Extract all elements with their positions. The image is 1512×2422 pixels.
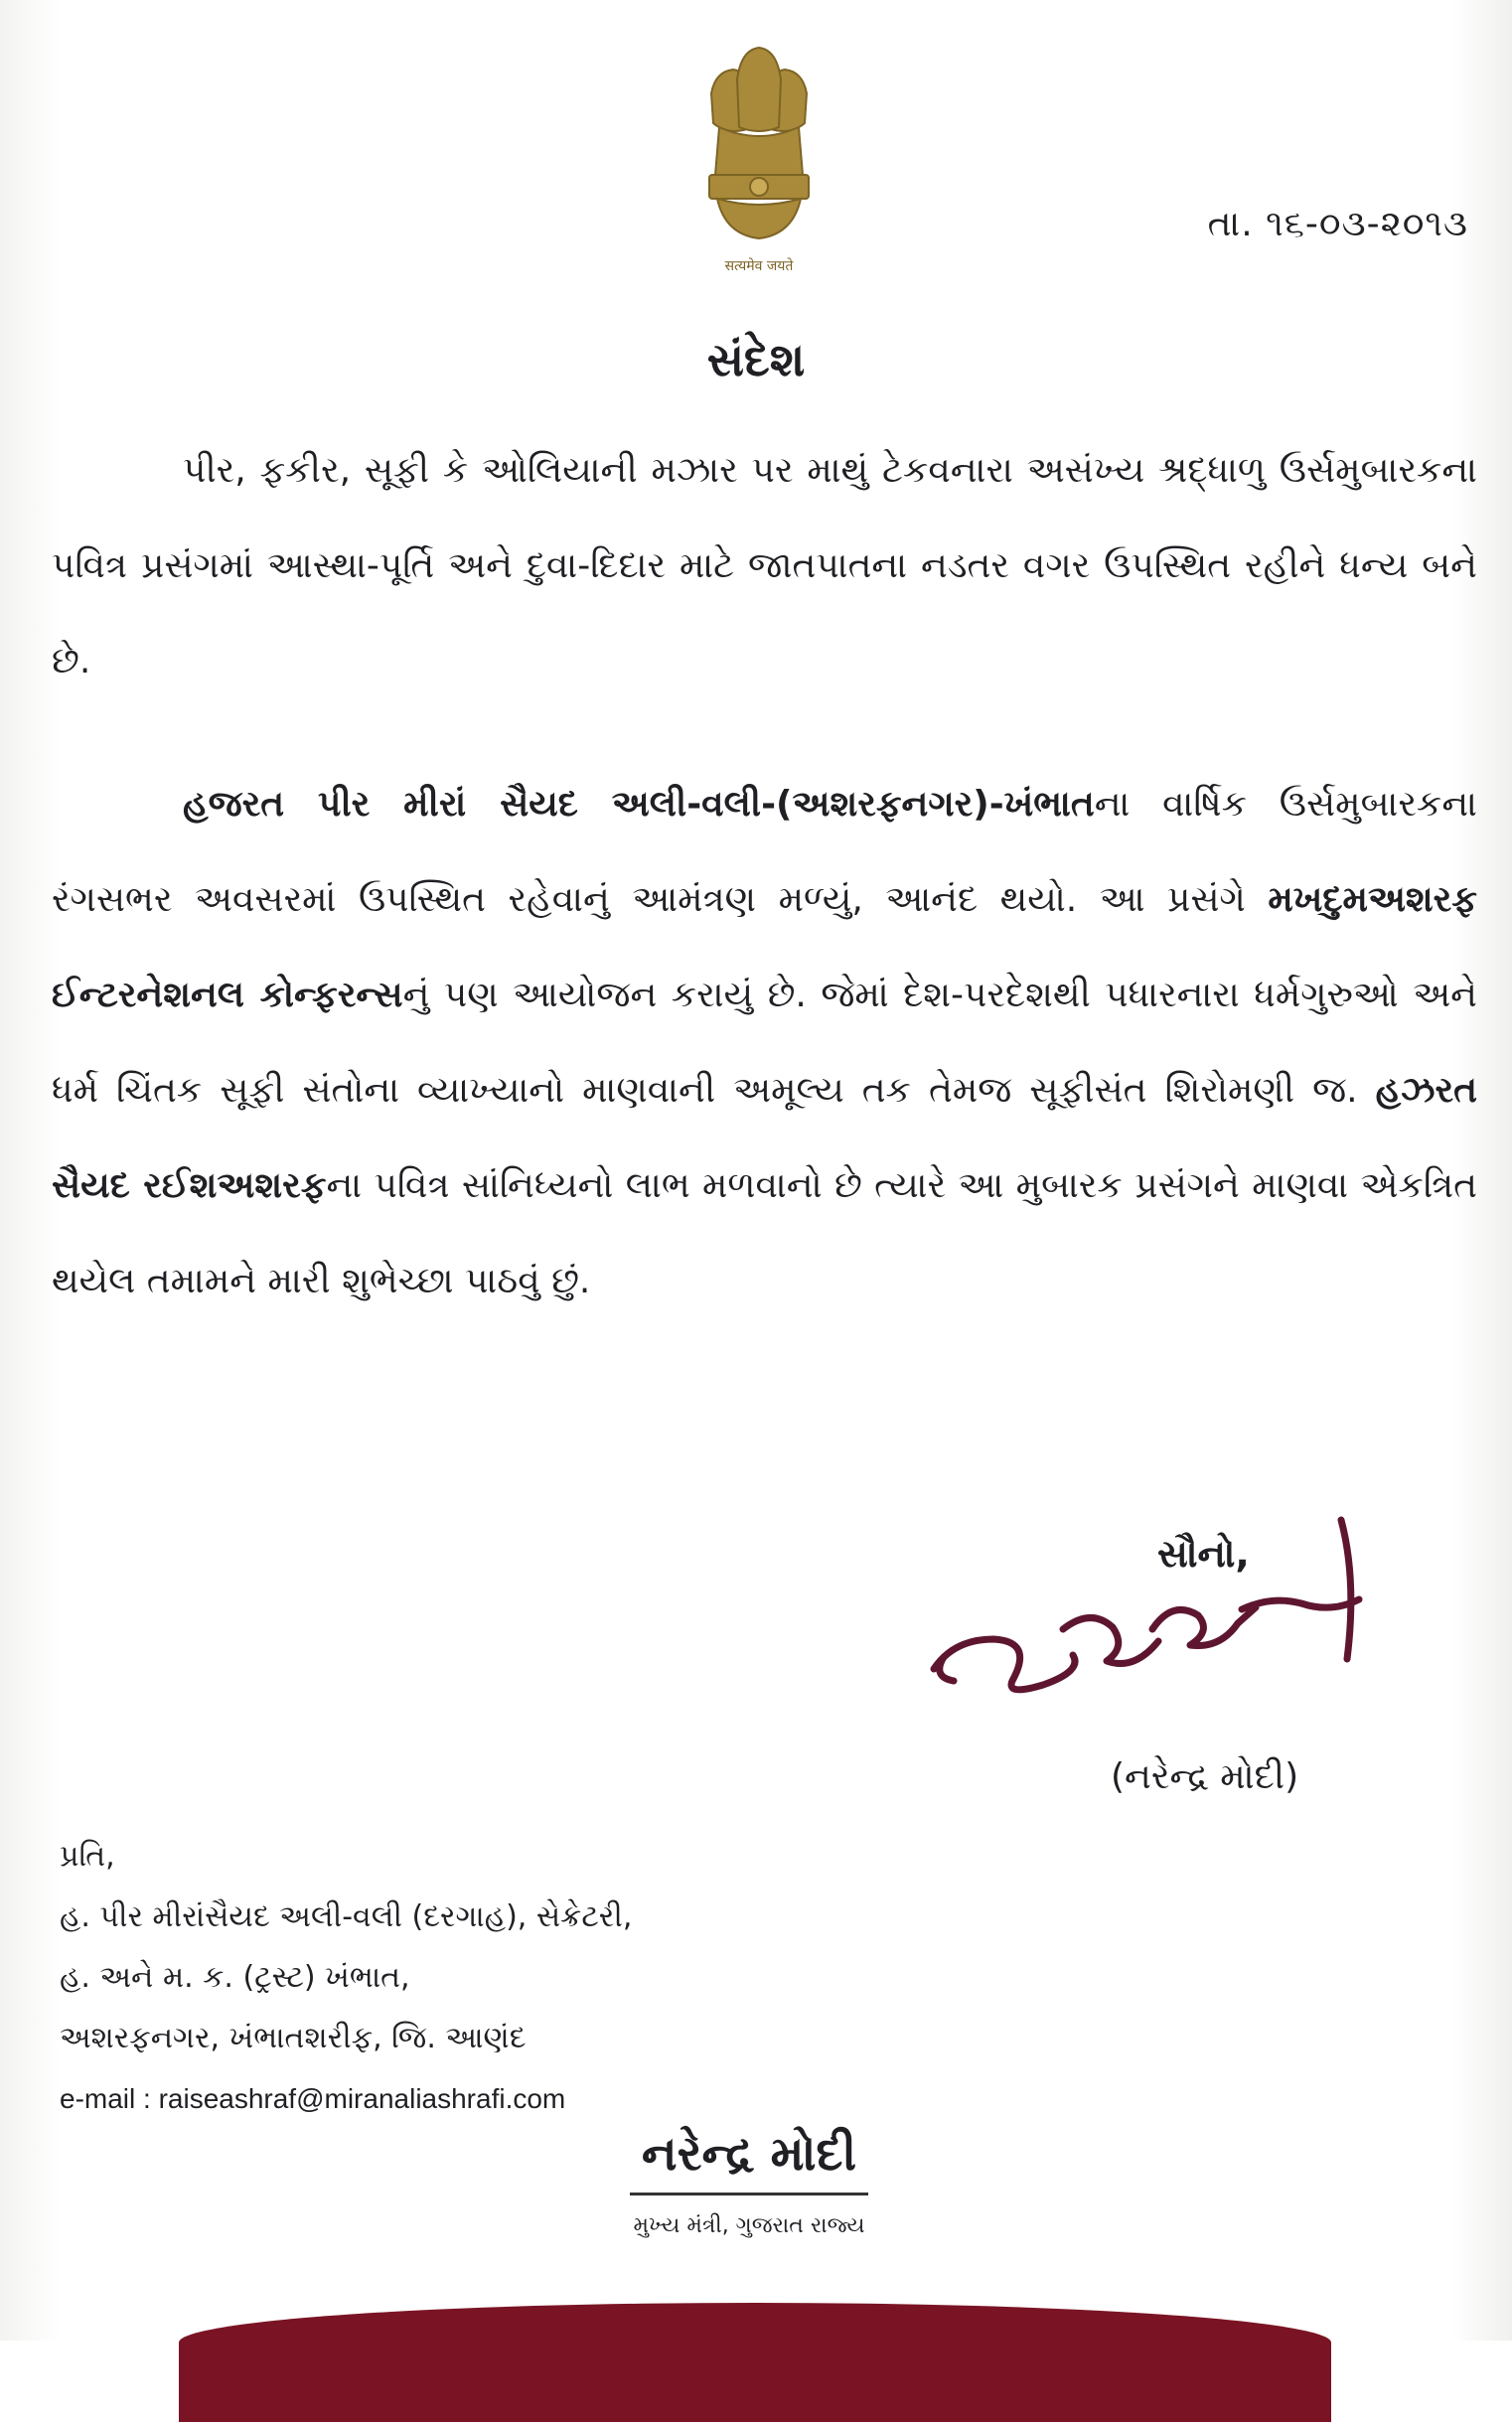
footer-name: નરેન્દ્ર મોદી bbox=[630, 2126, 868, 2195]
addressee-line-1: પ્રતિ, bbox=[60, 1839, 115, 1874]
addressee-email: e-mail : raiseashraf@miranaliashrafi.com bbox=[60, 2083, 566, 2114]
paragraph-2-text-2: નું પણ આયોજન કરાયું છે. જેમાં દેશ-પરદેશથી પધારનારા ધર્મગુરુઓ અને ધર્મ ચિંતક સૂફી સંતોના વ્યાખ્યાનો માણવાની અમૂલ્ય તક તેમજ સૂફીસંત શિરોમણી જ. bbox=[52, 975, 1477, 1111]
paragraph-2-text-3: ના પવિત્ર સાંનિધ્યનો લાભ મળવાનો છે ત્યારે આ મુબારક પ્રસંગને માણવા એકત્રિત થયેલ તમામને મારી શુભેચ્છા પાઠવું છું. bbox=[52, 1165, 1477, 1301]
letter-heading: સંદેશ bbox=[706, 333, 806, 386]
paragraph-1-text: પીર, ફકીર, સૂફી કે ઓલિયાની મઝાર પર માથું ટેકવનારા અસંખ્ય શ્રદ્ધાળુ ઉર્સમુબારકના પવિત્ર પ્રસંગમાં આસ્થા-પૂર્તિ અને દુવા-દિદાર માટે જાતપાતના નડતર વગર ઉપસ્થિત રહીને ધન્ય બને છે. bbox=[52, 450, 1477, 681]
emblem-motto: सत्यमेव जयते bbox=[724, 258, 794, 274]
addressee-block bbox=[60, 1826, 632, 2129]
letter-date: તા. ૧૬-૦૩-૨૦૧૩ bbox=[1207, 204, 1468, 244]
decorative-bottom-band bbox=[179, 2303, 1331, 2422]
state-emblem-logo bbox=[689, 36, 829, 284]
saint-name: હઝરત સૈયદ રઈશઅશરફ bbox=[52, 1070, 1477, 1206]
addressee-line-2: હ. પીર મીરાંસૈયદ અલી-વલી (દરગાહ), સેક્રેટરી, bbox=[60, 1899, 633, 1934]
addressee-line-4: અશરફનગર, ખંભાતશરીફ, જિ. આણંદ bbox=[60, 2021, 527, 2055]
closing-salutation: સૌનો, bbox=[1157, 1532, 1250, 1576]
signer-name: (નરેન્દ્ર મોદી) bbox=[1111, 1756, 1299, 1797]
paragraph-2 bbox=[52, 757, 1477, 1329]
conference-name: મખદુમઅશરફ ઈન્ટરનેશનલ કોન્ફરન્સ bbox=[52, 879, 1477, 1015]
footer-title: મુખ્ય મંત્રી, ગુજરાત રાજ્ય bbox=[633, 2213, 865, 2238]
addressee-line-3: હ. અને મ. ક. (ટ્રસ્ટ) ખંભાત, bbox=[60, 1960, 410, 1995]
paragraph-2-text-1: ના વાર્ષિક ઉર્સમુબારકના રંગસભર અવસરમાં ઉપસ્થિત રહેવાનું આમંત્રણ મળ્યું, આનંદ થયો. આ પ્રસંગે bbox=[52, 784, 1477, 920]
paragraph-1 bbox=[52, 423, 1477, 709]
dargah-name: હજરત પીર મીરાં સૈયદ અલી-વલી-(અશરફનગર)-ખંભાત bbox=[183, 784, 1095, 825]
handwritten-signature bbox=[914, 1480, 1431, 1778]
